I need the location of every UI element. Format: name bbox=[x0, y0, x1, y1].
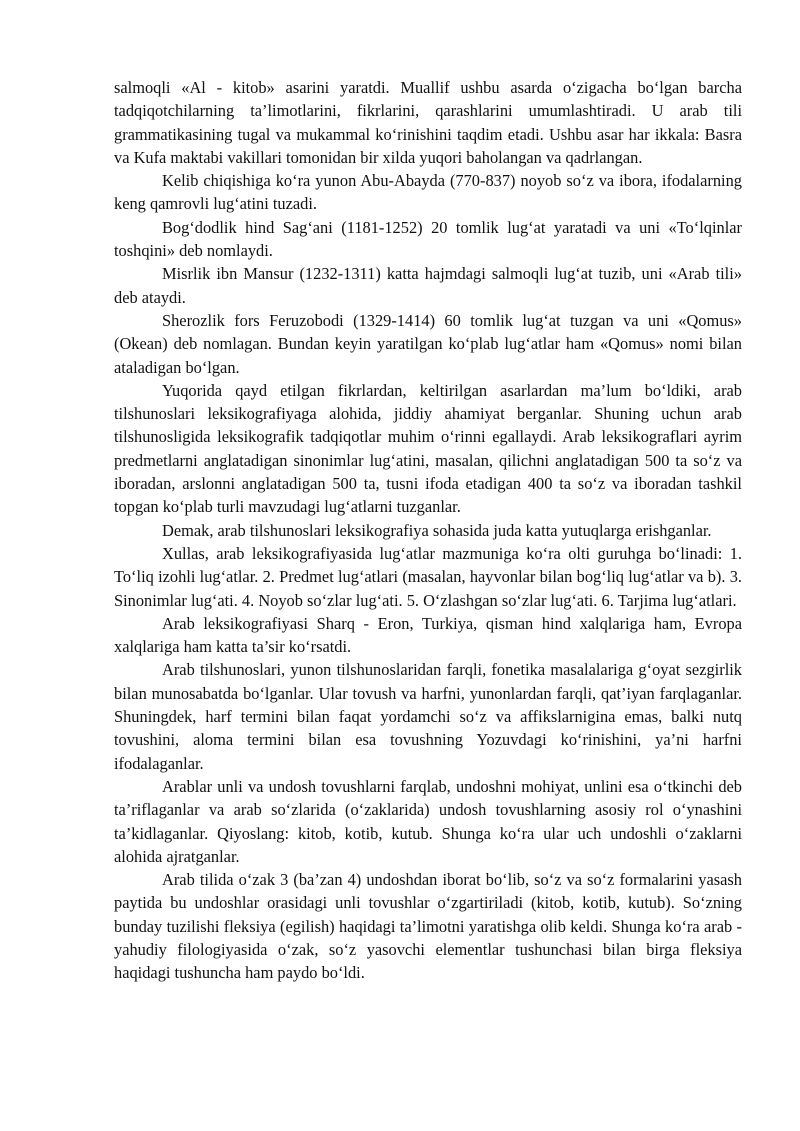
paragraph-leksikografiya: Yuqorida qayd etilgan fikrlardan, keltirilgan asarlardan ma’lum bo‘ldiki, arab tilshunoslari leksikografiyaga alohida, jiddiy ahamiyat berganlar. Shuning uchun arab tilshunosligida leksikografik tadqiqotlar muhim o‘rinni egallaydi. Arab leksikograflari ayrim predmetlarni anglatadigan sinonimlar lug‘atini, masalan, qilichni anglatadigan 500 ta so‘z va iboradan, arslonni anglatadigan 500 ta, tusni ifoda etadigan 400 ta so‘z va iboradan tashkil topgan ko‘plab turli mavzudagi lug‘atlarni tuzganlar. bbox=[114, 380, 742, 517]
paragraph-feruzobodi: Sherozlik fors Feruzobodi (1329-1414) 60 tomlik lug‘at tuzgan va uni «Qomus» (Okean) deb nomlagan. Bundan keyin yaratilgan ko‘plab lug‘atlar ham «Qomus» nomi bilan ataladigan bo‘lgan. bbox=[114, 310, 742, 377]
paragraph-tasir: Arab leksikografiyasi Sharq - Eron, Turkiya, qisman hind xalqlariga ham, Evropa xalqlariga ham katta ta’sir ko‘rsatdi. bbox=[114, 613, 742, 657]
paragraph-sagani: Bog‘dodlik hind Sag‘ani (1181-1252) 20 tomlik lug‘at yaratadi va uni «To‘lqinlar toshqini» deb nomlaydi. bbox=[114, 217, 742, 261]
paragraph-ibn-mansur: Misrlik ibn Mansur (1232-1311) katta hajmdagi salmoqli lug‘at tuzib, uni «Arab tili» deb ataydi. bbox=[114, 264, 742, 307]
paragraph-al-kitob: salmoqli «Al - kitob» asarini yaratdi. Muallif ushbu asarda o‘zigacha bo‘lgan barcha tadqiqotchilarning ta’limotlarini, fikrlarini, qarashlarini umumlashtiradi. U arab tili grammatikasining tugal va mukammal ko‘rinishini taqdim etadi. Ushbu asar har ikkala: Basra va Kufa maktabi vakillari tomonidan bir xilda yuqori baholangan va qadrlangan. bbox=[114, 78, 742, 167]
paragraph-xullas: Xullas, arab leksikografiyasida lug‘atlar mazmuniga ko‘ra olti guruhga bo‘linadi: 1. To‘liq izohli lug‘atlar. 2. Predmet lug‘atlari (masalan, hayvonlar bilan bog‘liq lug‘atlar va b). 3. Sinonimlar lug‘ati. 4. Noyob so‘zlar lug‘ati. 5. O‘zlashgan so‘zlar lug‘ati. 6. Tarjima lug‘atlari. bbox=[114, 543, 742, 610]
paragraph-unli-undosh: Arablar unli va undosh tovushlarni farqlab, undoshni mohiyat, unlini esa o‘tkinchi deb ta’riflaganlar va arab so‘zlarida (o‘zaklarida) undosh tovushlarning asosiy rol o‘ynashini ta’kidlaganlar. Qiyoslang: kitob, kotib, kutub. Shunga ko‘ra ular uch undoshli o‘zaklarni alohida ajratganlar. bbox=[114, 776, 742, 866]
document-page bbox=[114, 76, 742, 985]
paragraph-abu-abayda: Kelib chiqishiga ko‘ra yunon Abu-Abayda (770-837) noyob so‘z va ibora, ifodalarning keng qamrovli lug‘atini tuzadi. bbox=[114, 171, 742, 214]
paragraph-demak: Demak, arab tilshunoslari leksikografiya sohasida juda katta yutuqlarga erishganlar. bbox=[162, 520, 712, 540]
paragraph-ozak: Arab tilida o‘zak 3 (ba’zan 4) undoshdan iborat bo‘lib, so‘z va so‘z formalarini yasash paytida bu undoshlar orasidagi unli tovushlar o‘zgartiriladi (kitob, kotib, kutub). So‘zning bunday tuzilishi fleksiya (egilish) haqidagi ta’limotni yaratishga olib keldi. Shunga ko‘ra arab - yahudiy filologiyasida o‘zak, so‘z yasovchi elementlar tushunchasi bilan birga fleksiya haqidagi tushuncha ham paydo bo‘ldi. bbox=[114, 870, 742, 983]
paragraph-fonetika: Arab tilshunoslari, yunon tilshunoslaridan farqli, fonetika masalalariga g‘oyat sezgirlik bilan munosabatda bo‘lganlar. Ular tovush va harfni, yunonlardan farqli, qat’iyan farqlaganlar. Shuningdek, harf termini bilan faqat yordamchi so‘z va affikslarnigina emas, balki nutq tovushini, aloma termini bilan esa tovushning Yozuvdagi ko‘rinishini, ya’ni harfni ifodalaganlar. bbox=[114, 660, 742, 773]
